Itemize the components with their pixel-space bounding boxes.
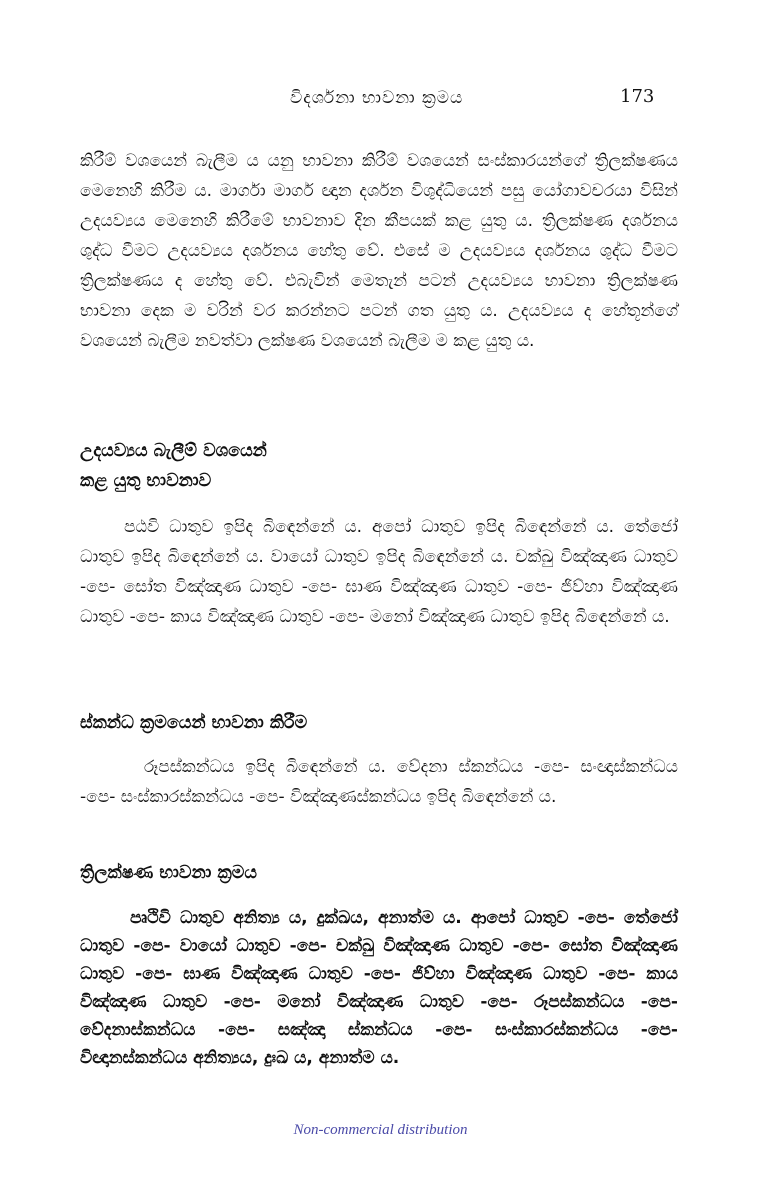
- section-heading-skandha: ස්කන්ධ ක්‍රමයෙන් භාවනා කිරීම: [80, 713, 308, 733]
- section-heading-udayavyaya-line2: කළ යුතු භාවනාව: [80, 471, 212, 491]
- running-title: විදර්ශනා භාවනා ක්‍රමය: [290, 88, 464, 108]
- distribution-note: Non-commercial distribution: [293, 1122, 468, 1138]
- section-heading-trilakshana: ත්‍රිලක්ෂණ භාවනා ක්‍රමය: [80, 863, 257, 883]
- page-number: 173: [620, 86, 655, 107]
- skandha-paragraph: රූපස්කන්ධය ඉපිද බිඳෙන්නේ ය. වේදනා ස්කන්ධය -පෙ- සංඥාස්කන්ධය -පෙ- සංස්කාරස්කන්ධය -පෙ- විඤ්ඤාණස්කන්ධය ඉපිද බිඳෙන්නේ ය.: [80, 757, 678, 807]
- section-heading-udayavyaya: උදයව්‍යය බැලීම් වශයෙන්: [80, 441, 267, 461]
- trilakshana-paragraph: පෘථිවි ධාතුව අනිත්‍ය ය, දුක්ඛය, අනාත්ම ය. ආපෝ ධාතුව -පෙ- තේජෝ ධාතුව -පෙ- වායෝ ධාතුව -පෙ- චක්ඛු විඤ්ඤාණ ධාතුව -පෙ- සෝත විඤ්ඤාණ ධාතුව -පෙ- ඝාණ විඤ්ඤාණ ධාතුව -පෙ- ජිව්හා විඤ්ඤාණ ධාතුව -පෙ- කාය විඤ්ඤාණ ධාතුව -පෙ- මනෝ විඤ්ඤාණ ධාතුව -පෙ- රූපස්කන්ධය -පෙ- වේදනාස්කන්ධය -පෙ- සඤ්ඤා ස්කන්ධය -පෙ- සංස්කාරස්කන්ධය -පෙ- විඥානස්කන්ධය අනිත්‍යය, දුඃඛ ය, අනාත්ම ය.: [80, 908, 678, 1068]
- udayavyaya-paragraph: පඨවි ධාතුව ඉපිද බිඳෙන්නේ ය. අපෝ ධාතුව ඉපිද බිඳෙන්නේ ය. තේජෝ ධාතුව ඉපිද බිඳෙන්නේ ය. වායෝ ධාතුව ඉපිද බිඳෙන්නේ ය. චක්ඛු විඤ්ඤාණ ධාතුව -පෙ- සෝත විඤ්ඤාණ ධාතුව -පෙ- ඝාණ විඤ්ඤාණ ධාතුව -පෙ- ජිව්හා විඤ්ඤාණ ධාතුව -පෙ- කාය විඤ්ඤාණ ධාතුව -පෙ- මනෝ විඤ්ඤාණ ධාතුව ඉපිද බිඳෙන්නේ ය.: [80, 517, 678, 627]
- intro-paragraph: කිරීම් වශයෙන් බැලීම ය යනු භාවනා කිරීම් වශයෙන් සංස්කාරයන්ගේ ත්‍රිලක්ෂණය මෙනෙහි කිරීම ය. මාර්ගා මාර්ග ඥාන දර්ශන විශුද්ධියෙන් පසු යෝගාවචරයා විසින් උදයව්‍යය මෙනෙහි කිරීමේ භාවනාව දින කීපයක් කළ යුතු ය. ත්‍රිලක්ෂණ දර්ශනය ශුද්ධ වීමට උදයව්‍යය දර්ශනය හේතු වේ. එසේ ම උදයව්‍යය දර්ශනය ශුද්ධ වීමට ත්‍රිලක්ෂණය ද හේතු වේ. එබැවින් මෙතැන් පටන් උදයව්‍යය භාවනා ත්‍රිලක්ෂණ භාවනා දෙක ම වරින් වර කරන්නට පටන් ගත යුතු ය. උදයව්‍යය ද හේතූන්ගේ වශයෙන් බැලීම නවත්වා ලක්ෂණ වශයෙන් බැලීම ම කළ යුතු ය.: [80, 151, 678, 351]
